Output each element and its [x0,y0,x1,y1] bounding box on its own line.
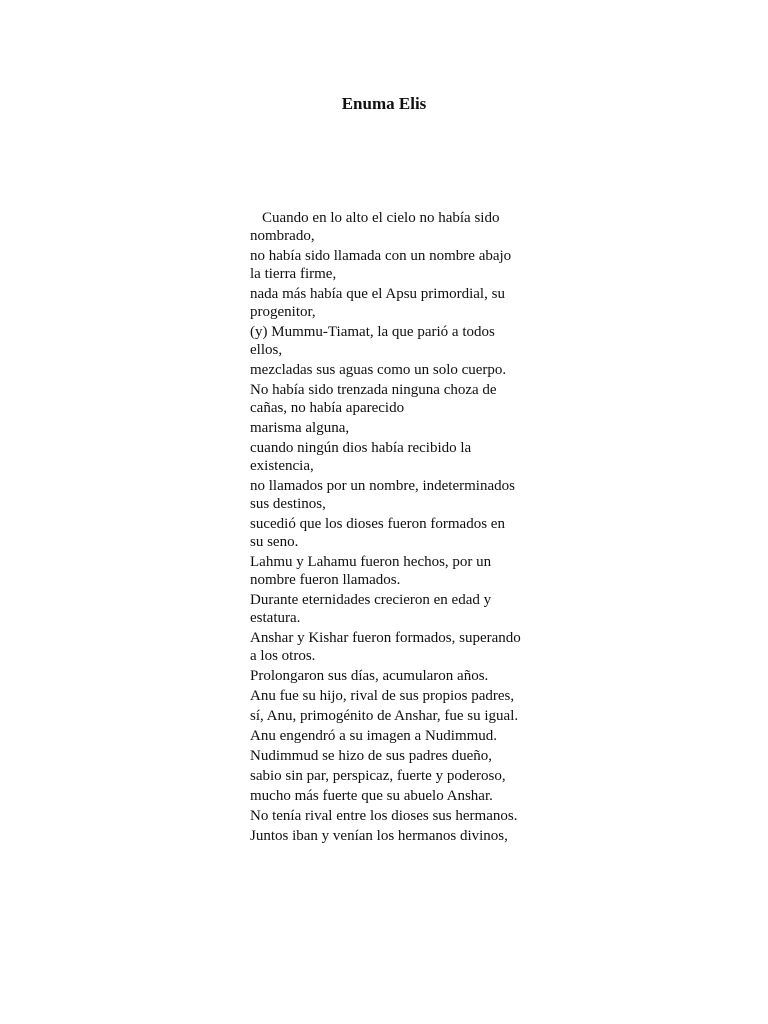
poem-line: sí, Anu, primogénito de Anshar, fue su igual. [250,708,519,724]
poem-text [250,209,522,847]
poem-line: Nudimmud se hizo de sus padres dueño, [250,748,493,764]
poem-line: nada más había que el Apsu primordial, su progenitor, [250,286,505,320]
poem-line: mucho más fuerte que su abuelo Anshar. [250,788,493,804]
poem-line: sabio sin par, perspicaz, fuerte y poderoso, [250,768,506,784]
poem-line: marisma alguna, [250,420,350,436]
poem-line: (y) Mummu-Tiamat, la que parió a todos ellos, [250,324,495,358]
poem-line: Lahmu y Lahamu fueron hechos, por un nombre fueron llamados. [250,554,492,588]
poem-line: Anu fue su hijo, rival de sus propios padres, [250,688,515,704]
poem-line: no llamados por un nombre, indeterminados sus destinos, [250,478,515,512]
poem-line: No había sido trenzada ninguna choza de cañas, no había aparecido [250,382,497,416]
poem-line: Juntos iban y venían los hermanos divinos, [250,828,508,844]
poem-line: no había sido llamada con un nombre abajo la tierra firme, [250,248,512,282]
poem-line: sucedió que los dioses fueron formados en su seno. [250,516,505,550]
poem-line: Cuando en lo alto el cielo no había sido nombrado, [250,210,500,244]
document-title: Enuma Elis [341,94,427,113]
poem-line: Prolongaron sus días, acumularon años. [250,668,489,684]
poem-line: Anshar y Kishar fueron formados, superando a los otros. [250,630,521,664]
poem-line: mezcladas sus aguas como un solo cuerpo. [250,362,507,378]
poem-line: No tenía rival entre los dioses sus hermanos. [250,808,518,824]
poem-line: Anu engendró a su imagen a Nudimmud. [250,728,498,744]
poem-line: Durante eternidades crecieron en edad y estatura. [250,592,492,626]
poem-line: cuando ningún dios había recibido la existencia, [250,440,472,474]
